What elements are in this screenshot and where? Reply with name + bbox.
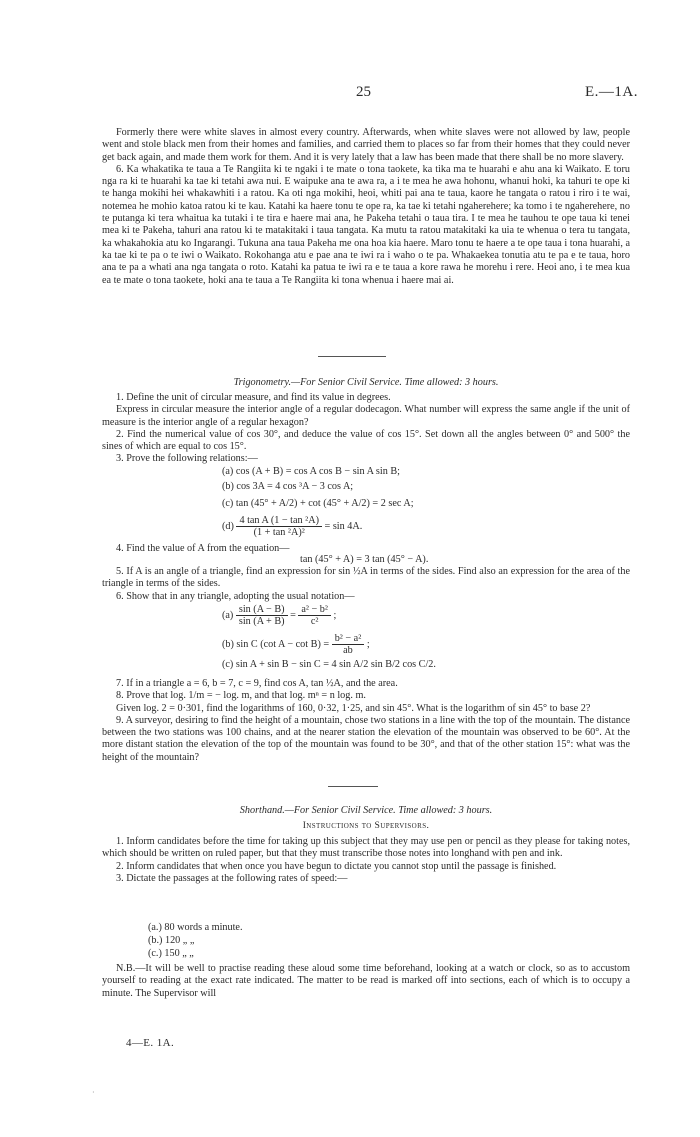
rate-c: (c.) 150 „ „ [148,948,194,959]
page-header [0,84,700,102]
english-paragraph: Formerly there were white slaves in almost every country. Afterwards, when white slaves were not allowed by law, people went and stole black men from their homes and families, and carried them to places so far from their homes that they could never get back again, and made them work for them. And it is very lately that a law has been made that there shall be no more slavery. [102,127,630,163]
relation-d-label: (d) [222,520,234,532]
trig-questions-1-3 [102,392,630,466]
identity-a-equals: = [290,609,296,621]
signature-mark: 4—E. 1A. [126,1037,175,1049]
question-8-part-2: Given log. 2 = 0·301, find the logarithms of 160, 0·32, 1·25, and sin 45°. What is the logarithm of sin 45° to base 2? [116,702,591,714]
identity-a-label: (a) [222,609,234,621]
instruction-1: 1. Inform candidates before the time for taking up this subject that they may use pen or pencil as they please for taking notes, which should be written on ruled paper, but that they must transcribe those notes into longhand with pen and ink. [102,836,630,860]
scan-speck: · [92,1088,95,1097]
question-2: 2. Find the numerical value of cos 30°, and deduce the value of cos 15°. Set down all the angles between 0° and 500° the sines of which are equal to cos 15°. [102,428,630,453]
section-divider [318,356,386,357]
question-5: 5. If A is an angle of a triangle, find an expression for sin ½A in terms of the sides. Find also an expression for the area of the triangle in terms of the sides. [102,566,630,590]
relation-d [222,515,362,538]
identity-a-lhs-denominator: sin (A + B) [238,616,285,627]
question-4: 4. Find the value of A from the equation— [116,543,290,554]
page-number: 25 [356,84,371,100]
identity-a-rhs-fraction [298,604,331,627]
question-1-part-2: Express in circular measure the interior angle of a regular dodecagon. What number will express the same angle if the unit of measure is the interior angle of a regular hexagon? [102,404,630,428]
question-1: 1. Define the unit of circular measure, and find its value in degrees. [116,392,391,403]
shorthand-subtitle: Instructions to Supervisors. [302,820,430,831]
question-7: 7. If in a triangle a = 6, b = 7, c = 9, find cos A, tan ½A, and the area. [116,678,398,689]
question-4-equation: tan (45° + A) = 3 tan (45° − A). [300,554,429,565]
trig-questions-7-9 [102,678,630,764]
identity-b-fraction [332,633,365,656]
document-reference: E.—1A. [585,84,638,100]
identity-a-rhs-numerator: a² − b² [298,604,331,616]
section-divider [328,786,378,787]
trigonometry-title: Trigonometry.—For Senior Civil Service. Time allowed: 3 hours. [233,377,499,388]
instruction-2: 2. Inform candidates that when once you have begun to dictate you cannot stop until the passage is finished. [116,860,557,872]
relation-d-numerator: 4 tan A (1 − tan ²A) [236,515,322,527]
shorthand-title: Shorthand.—For Senior Civil Service. Time allowed: 3 hours. [239,805,493,816]
slavery-passage [102,127,630,287]
identity-a-lhs-fraction [236,604,288,627]
trig-questions-5-6 [102,566,630,603]
relation-c: (c) tan (45° + A/2) + cot (45° + A/2) = 2 sec A; [222,498,414,509]
identity-a-rhs-denominator: c² [310,616,319,627]
instruction-3: 3. Dictate the passages at the following rates of speed:— [116,872,348,884]
question-6: 6. Show that in any triangle, adopting the usual notation— [116,590,355,602]
shorthand-note [102,963,630,1000]
identity-b-denominator: ab [343,645,353,656]
maori-paragraph: 6. Ka whakatika te taua a Te Rangiita ki te ngaki i te mate o tona taokete, ka tika ma te huarahi e ahu ana ki Waikato. E toru nga ra ki te huarahi ka tae ki tetahi awa nui. E waipuke ana te awa ra, a i te mea he awa hohonu, whanui hoki, ka tahuri te ope ki te hanga mokihi hei whakawhiti i a ratou. Ka oti nga mokihi, heoi, whiti pai ana te taua, kaore he tangata o ratou i riro i te wai, notemea he mohio katoa ratou ki te kau. Katahi ka haere tonu te ope ra, ka tae ki tetahi ngaherehere; ka tomo i te ngaherehere, no te putanga ki tera whaitua ka tutaki i te tira e haere mai ana, he Pakeha tetahi o taua tira. I te mea he tauhou te ope taua ki tenei mea ki te Pakeha, tahuri ana ratou ki te matakitaki i taua tangata. Ka mutu ta ratou matakitaki ka uia te whenua o tera tu tangata, ka whakahokia atu ko Ingarangi. Tukuna ana taua Pakeha me ona hoa kia haere. Maro tonu te haere a te ope taua i tona huarahi, a ka tae ki te pa o te iwi o Waikato. Rokohanga atu e pae ana te iwi ra i waho o te pa. Whakaekea tonutia atu te pa e te taua, horo ana te pa a whati ana nga tangata o roto. Katahi ka patua te iwi ra e te taua a kore rawa he morehu i rere. Heoi ano, i te mea kua ea te mate o tona taokete, hoki ana te taua a Te Rangiita ki tona whenua i haere mai ai. [102,163,630,286]
identity-b-end: ; [366,638,370,650]
question-8: 8. Prove that log. 1/m = − log. m, and that log. mⁿ = n log. m. [116,690,366,702]
identity-a-end: ; [333,609,337,621]
identity-b [222,633,370,656]
nb-paragraph: N.B.—It will be well to practise reading these aloud some time beforehand, looking at a watch or clock, so as to accustom yourself to reading at the exact rate indicated. The matter to be read is marked off into sections, each of which is to occupy a minute. The Supervisor will [102,963,630,999]
relation-d-denominator: (1 + tan ²A)² [253,527,305,538]
identity-b-numerator: b² − a² [332,633,365,645]
identity-a [222,604,336,627]
relation-a: (a) cos (A + B) = cos A cos B − sin A sin B; [222,466,400,477]
relation-d-fraction [236,515,322,538]
identity-c: (c) sin A + sin B − sin C = 4 sin A/2 sin B/2 cos C/2. [222,659,436,670]
relation-b: (b) cos 3A = 4 cos ³A − 3 cos A; [222,481,354,492]
shorthand-instructions [102,836,630,885]
relation-d-rhs: = sin 4A. [324,520,363,532]
question-3: 3. Prove the following relations:— [116,453,258,465]
question-9: 9. A surveyor, desiring to find the height of a mountain, chose two stations in a line with the top of the mountain. The distance between the two stations was 100 chains, and at the nearer station the elevation of the mountain was observed to be 60°. At the more distant station the elevation of the top of the mountain was found to be 30°, and that of the other station 15°: what was the height of the mountain? [102,714,630,763]
identity-b-lhs: (b) sin C (cot A − cot B) = [222,638,330,650]
identity-a-lhs-numerator: sin (A − B) [236,604,288,616]
rate-a: (a.) 80 words a minute. [148,922,243,933]
rate-b: (b.) 120 „ „ [148,935,195,946]
